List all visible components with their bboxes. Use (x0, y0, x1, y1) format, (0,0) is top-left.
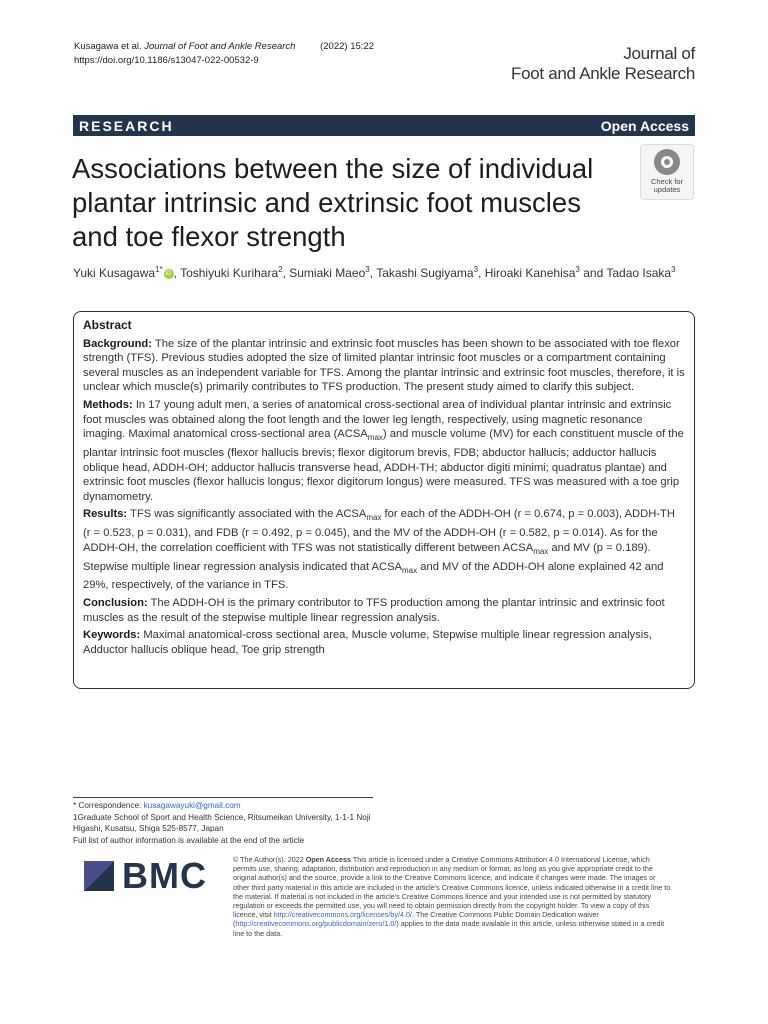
abstract-methods: Methods: In 17 young adult men, a series of anatomical cross-sectional area of individual plantar intrinsic and extrinsic foot muscles was obtained along the foot length and the lower leg length, respectively, using magnetic resonance imaging. Maximal anatomical cross-sectional area $(ACSA_{max})$ and muscle volume (MV) for each constituent muscle of the plantar intrinsic foot muscles (flexor hallucis brevis; flexor digitorum brevis, FDB; abductor hallucis; adductor hallucis oblique head, ADDH-OH; adductor hallucis transverse head, ADDH-TH; abductor digiti minimi; quadratus plantae) and extrinsic foot muscles (flexor hallucis longus; flexor digitorum longus) were measured. TFS was measured with a toe grip dynamometry. (83, 398, 684, 503)
correspondence: * Correspondence: kusagawayuki@gmail.com (73, 801, 241, 810)
abstract-keywords: Keywords: Maximal anatomical-cross sectional area, Muscle volume, Stepwise multiple linear regression analysis, Adductor hallucis oblique head, Toe grip strength (83, 629, 652, 656)
affiliation-1: 1Graduate School of Sport and Health Science, Ritsumeikan University, 1-1-1 Noji Higashi, Kusatsu, Shiga 525-8577, Japan (73, 812, 371, 834)
author-name: Takashi Sugiyama (376, 266, 474, 280)
journal-ref: Journal of Foot and Ankle Research (144, 41, 296, 52)
abstract-results: Results: TFS was significantly associated with the $ACSA_{max}$ for each of the ADDH-OH (r = 0.674, p = 0.003), ADDH-TH (r = 0.523, p = 0.031), and FDB (r = 0.492, p = 0.045), and the MV of the ADDH-OH (r = 0.582, p = 0.014). As for the ADDH-OH, the correlation coefficient with TFS was not statistically different between $ACSA_{max}$ and MV (p = 0.189). Stepwise multiple linear regression analysis indicated that $ACSA_{max}$ and MV of the ADDH-OH alone explained 42 and 29%, respectively, of the variance in TFS. (83, 508, 675, 592)
footnotes (73, 797, 373, 846)
abstract-background: Background: The size of the plantar intrinsic and extrinsic foot muscles has been shown to be associated with toe flexor strength (TFS). Previous studies adopted the size of limited plantar intrinsic foot muscles or a compartment containing several muscles as an independent variable for TFS. Among the plantar intrinsic and extrinsic foot muscles, therefore, it is unclear which muscle(s) primarily contributes to TFS production. The present study aimed to clarify this subject. (83, 337, 685, 394)
email-link[interactable]: kusagawayuki@gmail.com (143, 801, 241, 810)
crossmark-icon (654, 149, 680, 175)
check-for-updates-badge[interactable]: Check for updates (640, 144, 694, 200)
author-name: Yuki Kusagawa (73, 266, 156, 280)
open-access-label: Open Access (600, 117, 689, 134)
author-list: Yuki Kusagawa$^{1*}$ iD , Toshiyuki Kurihara$^2$, Sumiaki Maeo$^3$, Takashi Sugiyama$^3$, Hiroaki Kanehisa$^3$ and Tadao Isaka$^3$ (73, 265, 676, 280)
abstract-heading: Abstract (83, 318, 132, 332)
full-author-info-note: Full list of author information is available at the end of the article (73, 835, 305, 845)
section-banner (73, 115, 695, 136)
orcid-icon[interactable]: iD (164, 269, 174, 279)
authors-short: Kusagawa et al. (74, 41, 142, 52)
journal-logo-line1: Journal of (623, 44, 695, 63)
author-name: Toshiyuki Kurihara (180, 266, 279, 280)
journal-logo-line2: Foot and Ankle Research (511, 64, 695, 83)
cc-zero-link[interactable]: http://creativecommons.org/publicdomain/zero/1.0/ (235, 919, 397, 929)
abstract-box (73, 311, 695, 689)
journal-logo (511, 44, 695, 84)
author-name: Sumiaki Maeo (289, 266, 366, 280)
article-header (74, 40, 374, 68)
bmc-logo[interactable]: BMC (84, 855, 207, 897)
author-name: Hiroaki Kanehisa (484, 266, 576, 280)
year-volume: (2022) 15:22 (320, 41, 374, 52)
license-text: © The Author(s). 2022 Open Access This article is licensed under a Creative Commons Attribution 4.0 International License, which permits use, sharing, adaptation, distribution and reproduction in any medium or format, as long as you give appropriate credit to the original author(s) and the source, provide a link to the Creative Commons licence, and indicate if changes were made. The images or other third party material in this article are included in the article's Creative Commons licence, unless indicated otherwise in a credit line to the material. If material is not included in the article's Creative Commons licence and your intended use is not permitted by statutory regulation or exceeds the permitted use, you will need to obtain permission directly from the copyright holder. To view a copy of this licence, visit http://creativecommons.org/licenses/by/4.0/. The Creative Commons Public Domain Dedication waiver (http://creativecommons.org/publicdomain/zero/1.0/) applies to the data made available in this article, unless otherwise stated in a credit line to the data. (233, 855, 671, 938)
citation-line (74, 40, 374, 54)
cc-by-link[interactable]: http://creativecommons.org/licenses/by/4.0/ (273, 910, 412, 920)
bmc-logo-icon (84, 861, 114, 891)
doi-link[interactable]: https://doi.org/10.1186/s13047-022-00532-9 (74, 55, 259, 66)
article-title: Associations between the size of individual plantar intrinsic and extrinsic foot muscles and toe flexor strength (72, 153, 594, 252)
article-type: RESEARCH (79, 117, 174, 134)
author-name: Tadao Isaka (606, 266, 672, 280)
abstract-conclusion: Conclusion: The ADDH-OH is the primary contributor to TFS production among the plantar intrinsic and extrinsic foot muscles as the result of the stepwise multiple linear regression analysis. (83, 597, 665, 624)
